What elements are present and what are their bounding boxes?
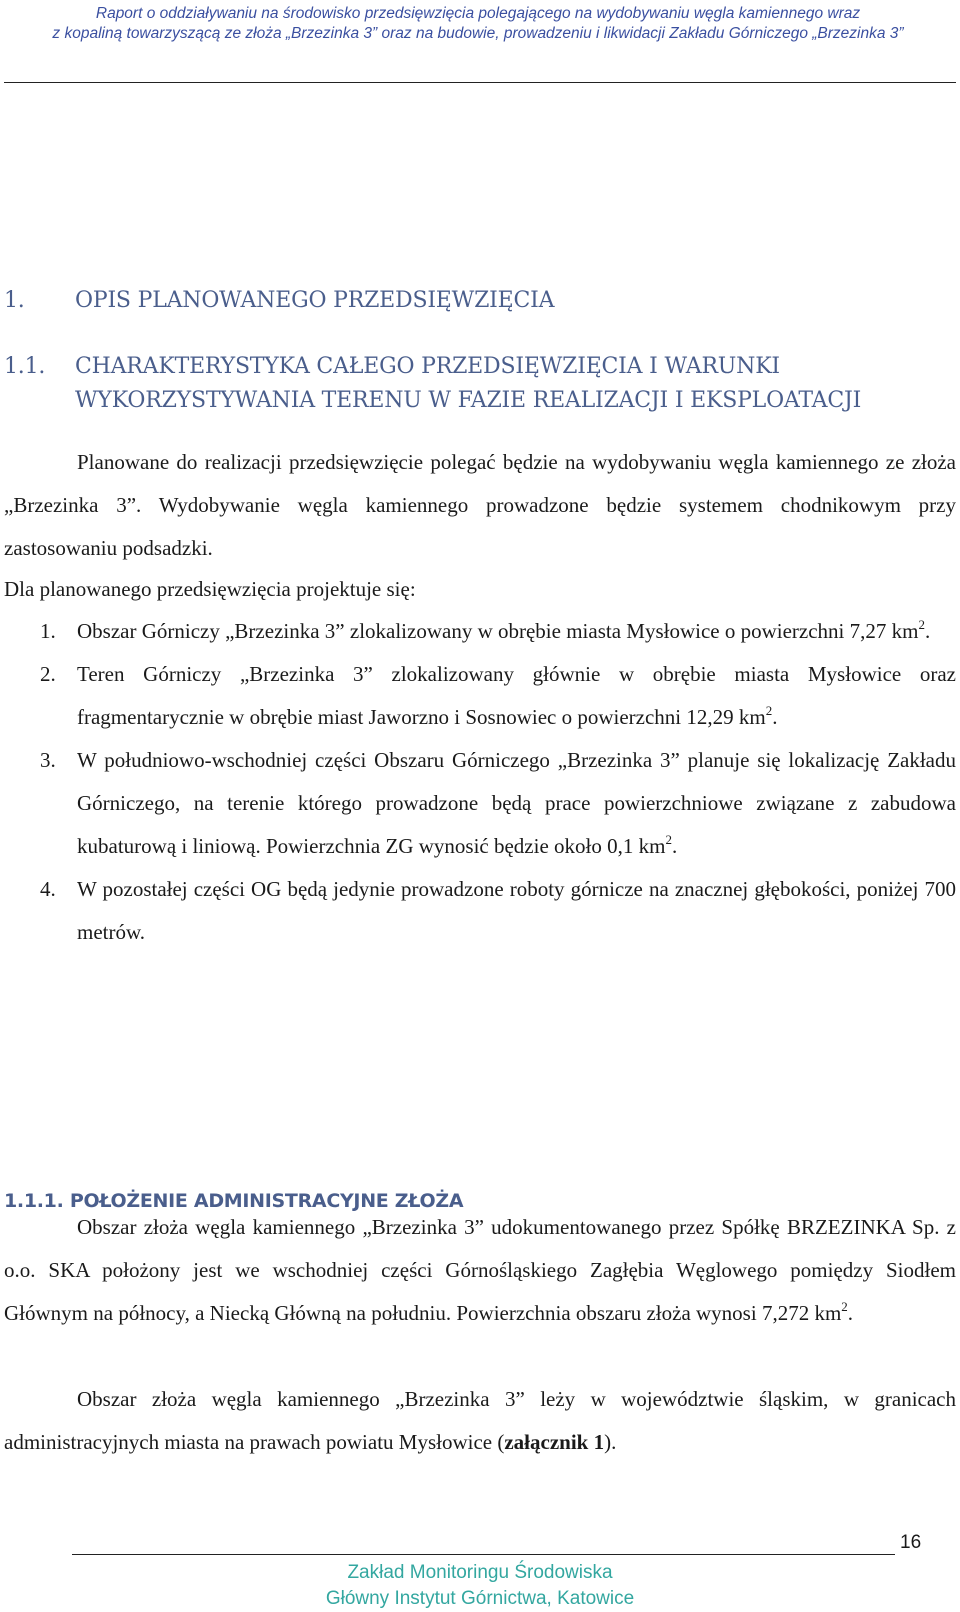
section-1-title: OPIS PLANOWANEGO PRZEDSIĘWZIĘCIA bbox=[75, 288, 555, 313]
location-paragraph-1-superscript: 2 bbox=[841, 1299, 848, 1314]
footer-rule bbox=[72, 1554, 895, 1555]
section-1-1-heading bbox=[4, 350, 861, 418]
attachment-reference: załącznik 1 bbox=[504, 1430, 605, 1454]
location-paragraph-2-tail: ). bbox=[604, 1430, 617, 1454]
list-item-number: 3. bbox=[40, 748, 56, 772]
list-item-tail: . bbox=[671, 834, 678, 858]
section-1-1-title-line-1: CHARAKTERYSTYKA CAŁEGO PRZEDSIĘWZIĘCIA I WARUNKI bbox=[75, 354, 780, 379]
list-item-number: 4. bbox=[40, 877, 56, 901]
list-intro: Dla planowanego przedsięwzięcia projektuje się: bbox=[4, 577, 416, 601]
intro-paragraph: Planowane do realizacji przedsięwzięcie polegać będzie na wydobywaniu węgla kamiennego ze złoża „Brzezinka 3”. Wydobywanie węgla kamiennego prowadzone będzie systemem chodnikowym przy zastosowaniu podsadzki. bbox=[4, 450, 956, 560]
list-item bbox=[4, 610, 956, 653]
location-paragraph-1-text: Obszar złoża węgla kamiennego „Brzezinka 3” udokumentowanego przez Spółkę BRZEZINKA Sp. z o.o. SKA położony jest we wschodniej części Górnośląskiego Zagłębia Węglowego pomiędzy Siodłem Głównym na północy, a Niecką Główną na południu. Powierzchnia obszaru złoża wynosi 7,272 km bbox=[4, 1215, 956, 1325]
section-1-1-1-number: 1.1.1. bbox=[4, 1190, 64, 1212]
section-1-number: 1. bbox=[4, 288, 25, 313]
header-line-1: Raport o oddziaływaniu na środowisko przedsięwzięcia polegającego na wydobywaniu węgla kamiennego wraz bbox=[95, 5, 861, 22]
list-item-text: W pozostałej części OG będą jedynie prowadzone roboty górnicze na znacznej głębokości, poniżej 700 metrów. bbox=[77, 877, 956, 944]
list-item-text: Obszar Górniczy „Brzezinka 3” zlokalizowany w obrębie miasta Mysłowice o powierzchni 7,27 km bbox=[77, 619, 919, 643]
section-1-1-title-line-2: WYKORZYSTYWANIA TERENU W FAZIE REALIZACJI I EKSPLOATACJI bbox=[75, 388, 862, 413]
header-line-2: z kopaliną towarzyszącą ze złoża „Brzezinka 3” oraz na budowie, prowadzeniu i likwidacji Zakładu Górniczego „Brzezinka 3” bbox=[52, 25, 904, 42]
list-item-number: 1. bbox=[40, 619, 56, 643]
list-item bbox=[4, 868, 956, 954]
section-1-1-1-title: POŁOŻENIE ADMINISTRACYJNE ZŁOŻA bbox=[69, 1190, 464, 1212]
header-rule bbox=[4, 82, 956, 83]
location-paragraph-1-tail: . bbox=[847, 1301, 854, 1325]
list-item-superscript: 2 bbox=[665, 832, 672, 847]
running-header bbox=[0, 4, 956, 44]
list-item bbox=[4, 653, 956, 739]
section-1-1-number: 1.1. bbox=[4, 354, 46, 379]
planned-items-list bbox=[4, 610, 956, 954]
list-item-text: Teren Górniczy „Brzezinka 3” zlokalizowany głównie w obrębie miasta Mysłowice oraz fragmentarycznie w obrębie miast Jaworzno i Sosnowiec o powierzchni 12,29 km bbox=[77, 662, 956, 729]
footer-line-1: Zakład Monitoringu Środowiska bbox=[347, 1562, 613, 1583]
list-item-number: 2. bbox=[40, 662, 56, 686]
location-paragraph-2 bbox=[4, 1378, 956, 1464]
section-1-heading bbox=[4, 288, 554, 313]
location-paragraph-1 bbox=[4, 1206, 956, 1335]
list-item-superscript: 2 bbox=[765, 703, 773, 718]
list-item-superscript: 2 bbox=[918, 617, 925, 632]
footer-line-2: Główny Instytut Górnictwa, Katowice bbox=[325, 1588, 635, 1609]
location-paragraph-2-text: Obszar złoża węgla kamiennego „Brzezinka 3” leży w województwie śląskim, w granicach administracyjnych miasta na prawach powiatu Mysłowice ( bbox=[4, 1387, 956, 1454]
list-item-tail: . bbox=[924, 619, 931, 643]
list-item-tail: . bbox=[772, 705, 778, 729]
page-number: 16 bbox=[900, 1532, 922, 1553]
list-item-text: W południowo-wschodniej części Obszaru Górniczego „Brzezinka 3” planuje się lokalizację Zakładu Górniczego, na terenie którego prowadzone będą prace powierzchniowe związane z zabudowa kubaturową i liniową. Powierzchnia ZG wynosić będzie około 0,1 km bbox=[77, 748, 956, 858]
footer bbox=[0, 1560, 960, 1612]
list-item bbox=[4, 739, 956, 868]
